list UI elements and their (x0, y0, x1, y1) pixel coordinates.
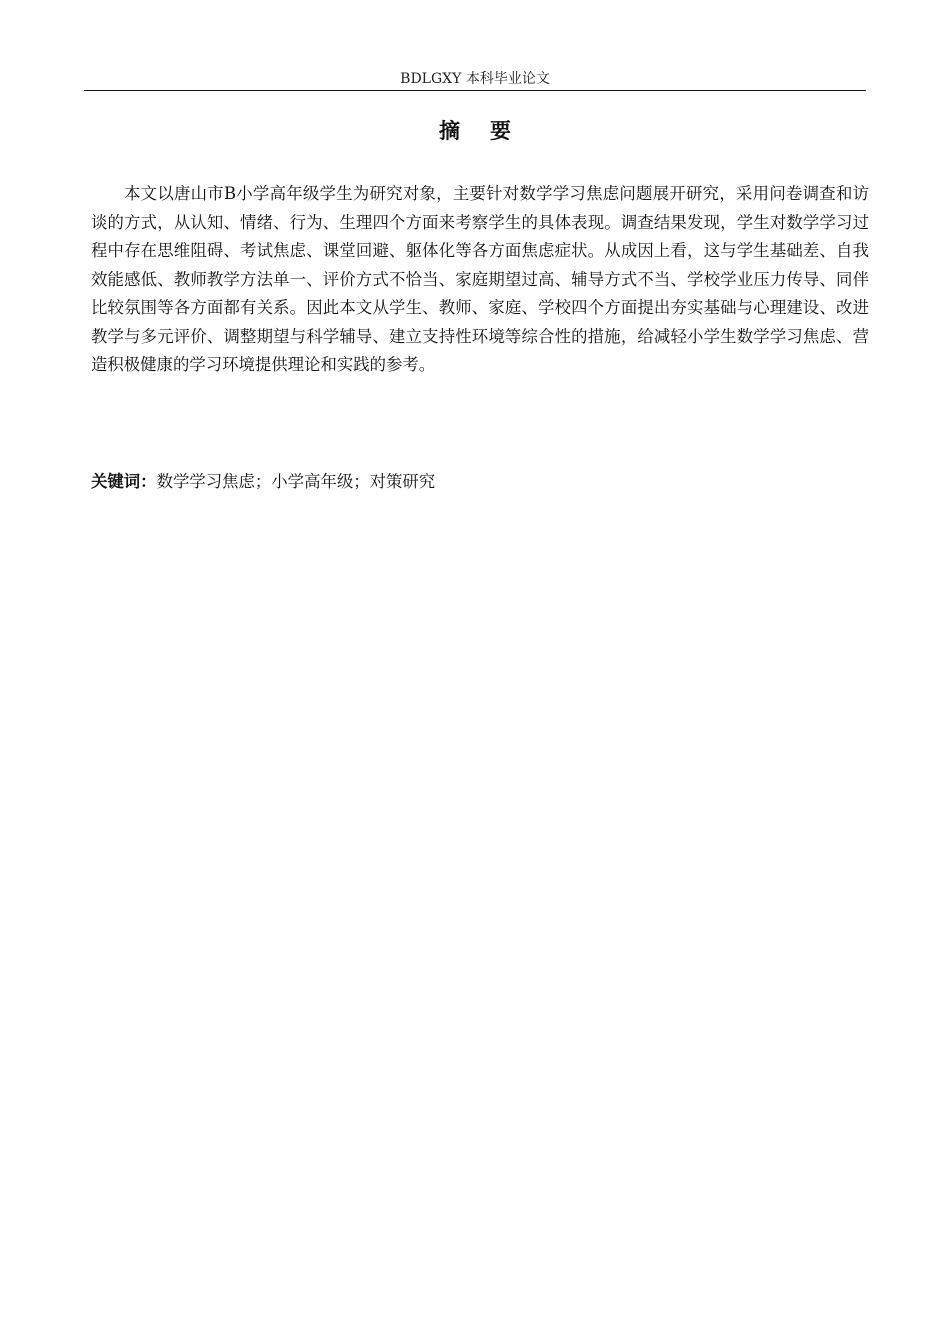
keywords-line (91, 468, 869, 496)
keywords-value: 数学学习焦虑；小学高年级；对策研究 (156, 472, 436, 491)
running-header: BDLGXY 本科毕业论文 (400, 71, 550, 87)
header-rule (84, 90, 866, 91)
keywords-label: 关键词： (91, 472, 157, 491)
abstract-body: 本文以唐山市B小学高年级学生为研究对象，主要针对数学学习焦虑问题展开研究，采用问卷调查和访谈的方式，从认知、情绪、行为、生理四个方面来考察学生的具体表现。调查结果发现，学生对数学学习过程中存在思维阻碍、考试焦虑、课堂回避、躯体化等各方面焦虑症状。从成因上看，这与学生基础差、自我效能感低、教师教学方法单一、评价方式不恰当、家庭期望过高、辅导方式不当、学校学业压力传导、同伴比较氛围等各方面都有关系。因此本文从学生、教师、家庭、学校四个方面提出夯实基础与心理建设、改进教学与多元评价、调整期望与科学辅导、建立支持性环境等综合性的措施，给减轻小学生数学学习焦虑、营造积极健康的学习环境提供理论和实践的参考。 (91, 184, 869, 374)
abstract-title: 摘要 (439, 119, 541, 143)
